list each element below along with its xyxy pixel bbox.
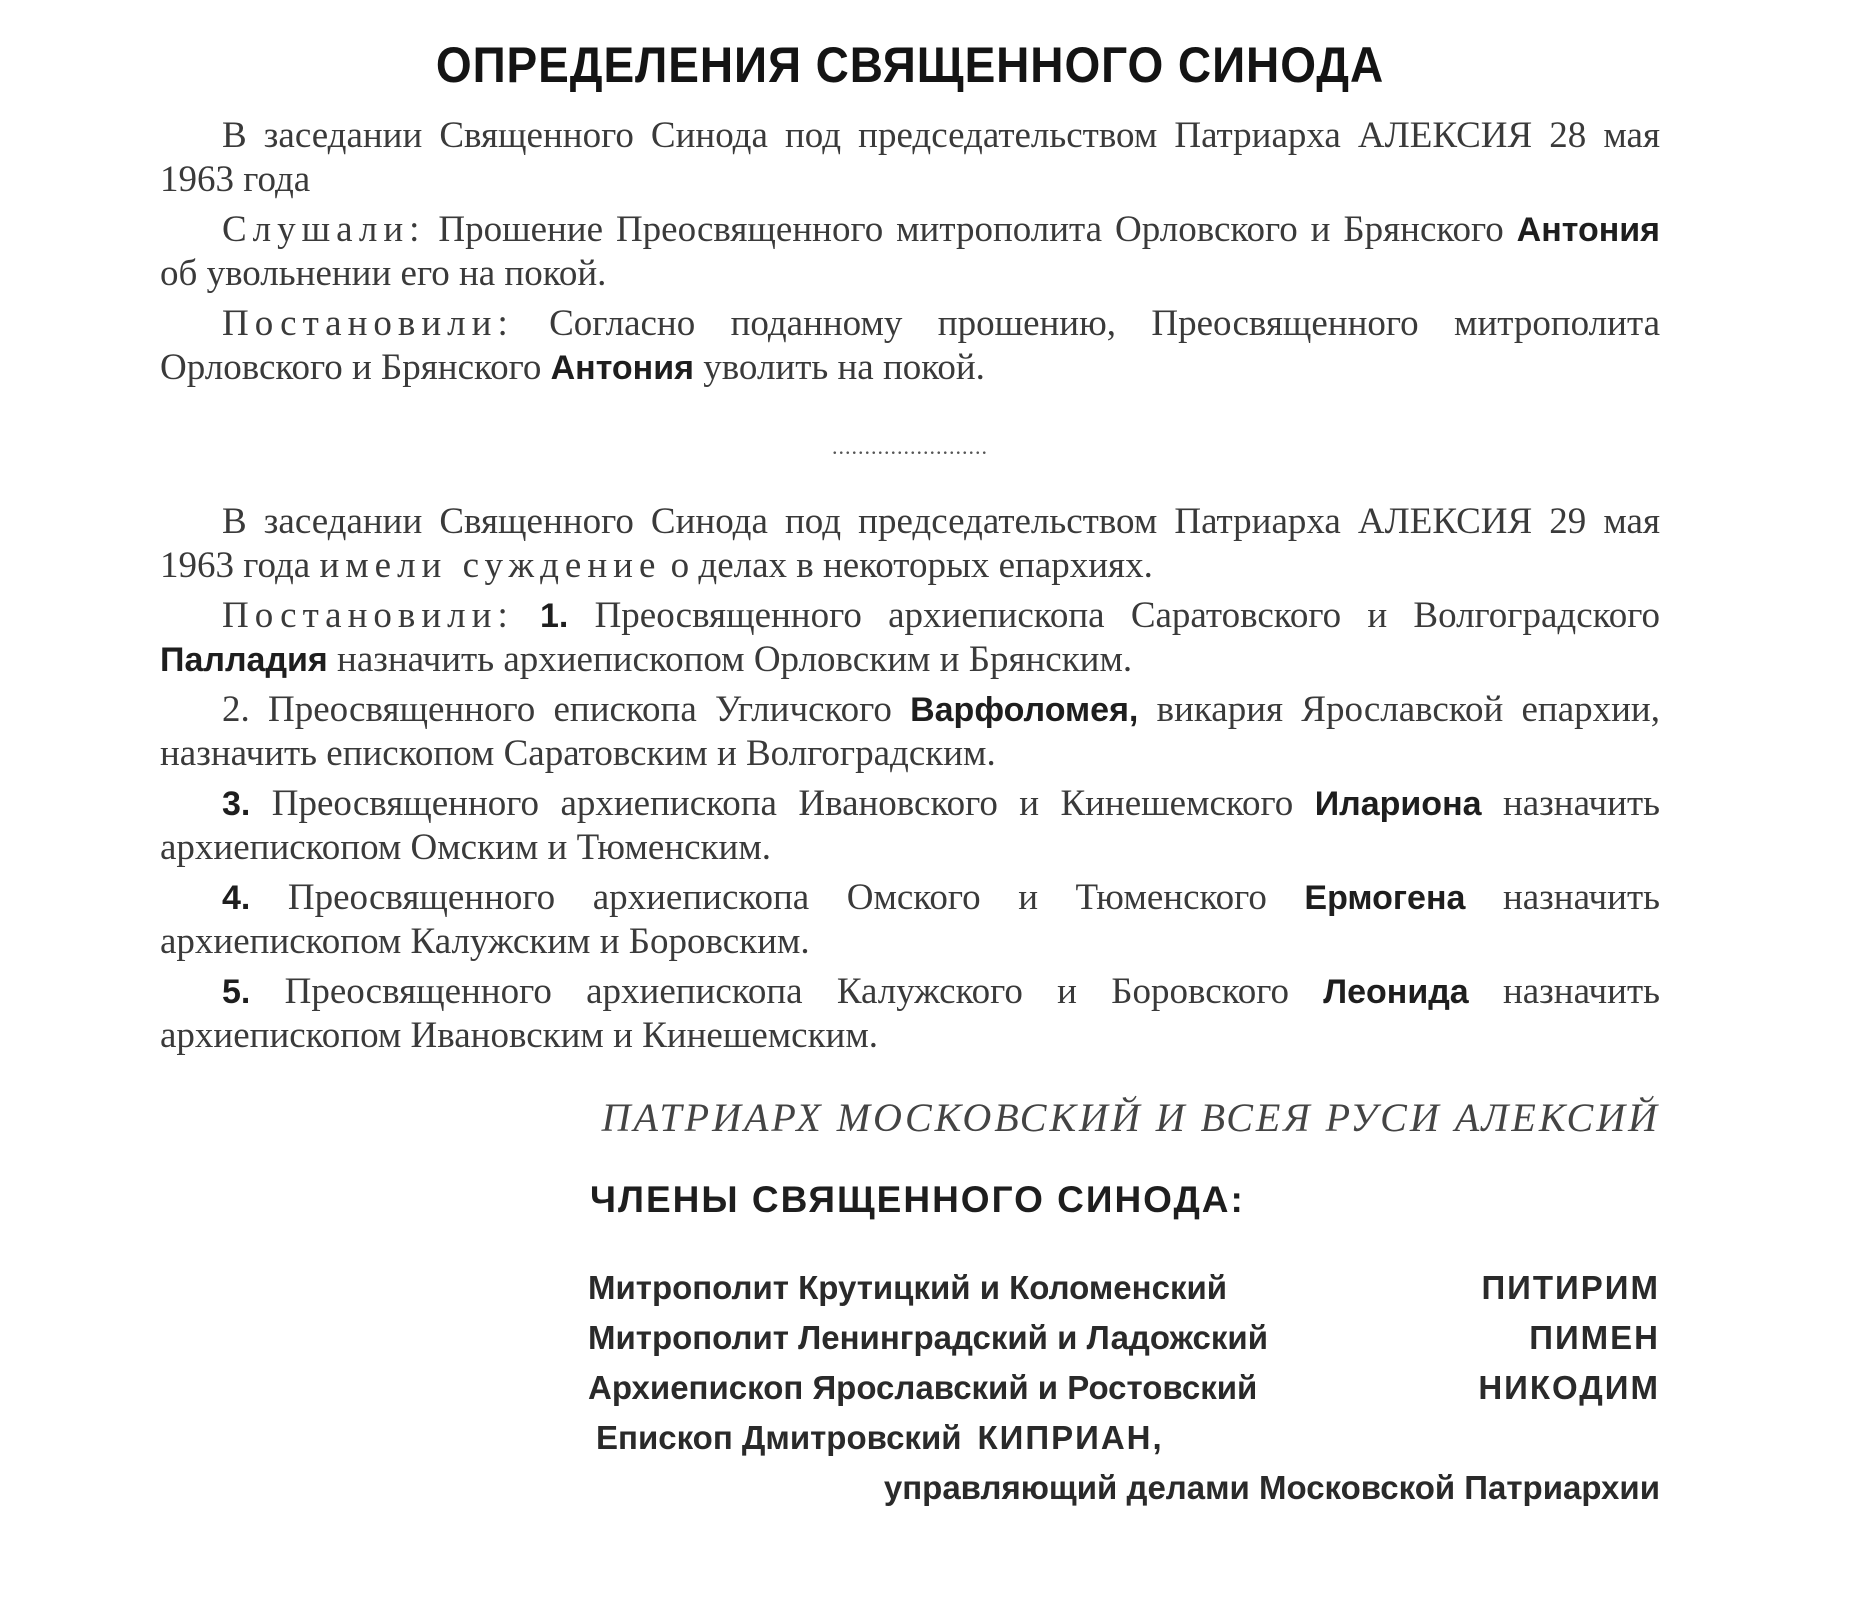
member-row (588, 1313, 1660, 1363)
item-text-2: назначить архиепископом Орловским и Брянским. (327, 639, 1133, 680)
member-name: ПИМЕН (1529, 1319, 1660, 1356)
item-name: Илариона (1314, 785, 1482, 823)
item-name: Леонида (1323, 973, 1469, 1011)
document-title: ОПРЕДЕЛЕНИЯ СВЯЩЕННОГО СИНОДА (435, 37, 1385, 93)
item-text-2: назначить архиепископом Омским и Тюменским. (160, 783, 1660, 868)
resolution-item (160, 594, 1660, 682)
session-1-resolved (160, 302, 1660, 390)
item-text-1: Преосвященного архиепископа Омского и Тюменского (250, 877, 1305, 918)
item-number: 2. (222, 689, 250, 730)
member-note: управляющий делами Московской Патриархии (883, 1469, 1660, 1506)
item-number: 3. (222, 785, 251, 823)
members-heading: ЧЛЕНЫ СВЯЩЕННОГО СИНОДА: (590, 1179, 1245, 1220)
resolution-item (160, 688, 1660, 776)
member-row (588, 1413, 1660, 1463)
member-row (588, 1263, 1660, 1313)
resolution-item (160, 876, 1660, 964)
heard-name: Антония (1516, 211, 1660, 249)
item-text-1: Преосвященного архиепископа Калужского и Боровского (250, 971, 1324, 1012)
resolution-item (160, 970, 1660, 1058)
patriarch-signature: ПАТРИАРХ МОСКОВСКИЙ И ВСЕЯ РУСИ АЛЕКСИЙ (601, 1095, 1660, 1140)
item-name: Ермогена (1304, 879, 1466, 917)
resolution-item (160, 782, 1660, 870)
heard-label: Слушали: (222, 209, 426, 250)
session-1-intro: В заседании Священного Синода под председательством Патриарха АЛЕКСИЯ 28 мая 1963 года (160, 115, 1660, 200)
resolved-text-2: уволить на покой. (693, 347, 985, 388)
session-2 (160, 500, 1660, 1058)
session-1 (160, 114, 1660, 390)
item-text-2: назначить архиепископом Калужским и Боровским. (160, 877, 1660, 962)
item-number: 1. (539, 597, 569, 635)
heard-text-2: об увольнении его на покой. (160, 253, 607, 294)
session-1-heard (160, 208, 1660, 296)
session-2-resolved-label: Постановили: (222, 595, 514, 636)
session-2-intro-spaced: имели суждение (319, 545, 662, 586)
session-2-intro (160, 500, 1660, 588)
session-2-intro-text-1: В заседании Священного Синода под председательством Патриарха АЛЕКСИЯ 29 мая 1963 года (160, 501, 1660, 586)
item-name: Палладия (160, 641, 328, 679)
heard-text-1: Прошение Преосвященного митрополита Орловского и Брянского (425, 209, 1517, 250)
session-2-intro-text-2: о делах в некоторых епархиях. (661, 545, 1153, 586)
member-title: Митрополит Ленинградский и Ладожский (588, 1319, 1268, 1356)
item-text-1: Преосвященного архиепископа Ивановского и Кинешемского (250, 783, 1315, 824)
item-number: 5. (222, 973, 251, 1011)
member-name: НИКОДИМ (1478, 1369, 1660, 1406)
item-text-2: викария Ярославской епархии, назначить епископом Саратовским и Волгоградским. (160, 689, 1660, 774)
member-name: КИПРИАН, (977, 1419, 1164, 1456)
resolved-text-1: Согласно поданному прошению, Преосвященного митрополита Орловского и Брянского (160, 303, 1660, 388)
members-list (588, 1263, 1660, 1513)
item-text-2: назначить архиепископом Ивановским и Кинешемским. (160, 971, 1660, 1056)
item-text-1: Преосвященного архиепископа Саратовского и Волгоградского (568, 595, 1660, 636)
member-title: Архиепископ Ярославский и Ростовский (588, 1369, 1258, 1406)
member-row (588, 1363, 1660, 1413)
item-text-1: Преосвященного епископа Угличского (249, 689, 911, 730)
item-number: 4. (222, 879, 251, 917)
member-name: ПИТИРИМ (1481, 1269, 1660, 1306)
document-page (160, 36, 1660, 1513)
member-title: Митрополит Крутицкий и Коломенский (588, 1269, 1228, 1306)
item-name: Варфоломея, (910, 691, 1139, 729)
resolved-label: Постановили: (222, 303, 514, 344)
member-title: Епископ Дмитровский (596, 1419, 962, 1456)
section-separator: ........................ (832, 434, 988, 459)
resolved-name: Антония (550, 349, 694, 387)
